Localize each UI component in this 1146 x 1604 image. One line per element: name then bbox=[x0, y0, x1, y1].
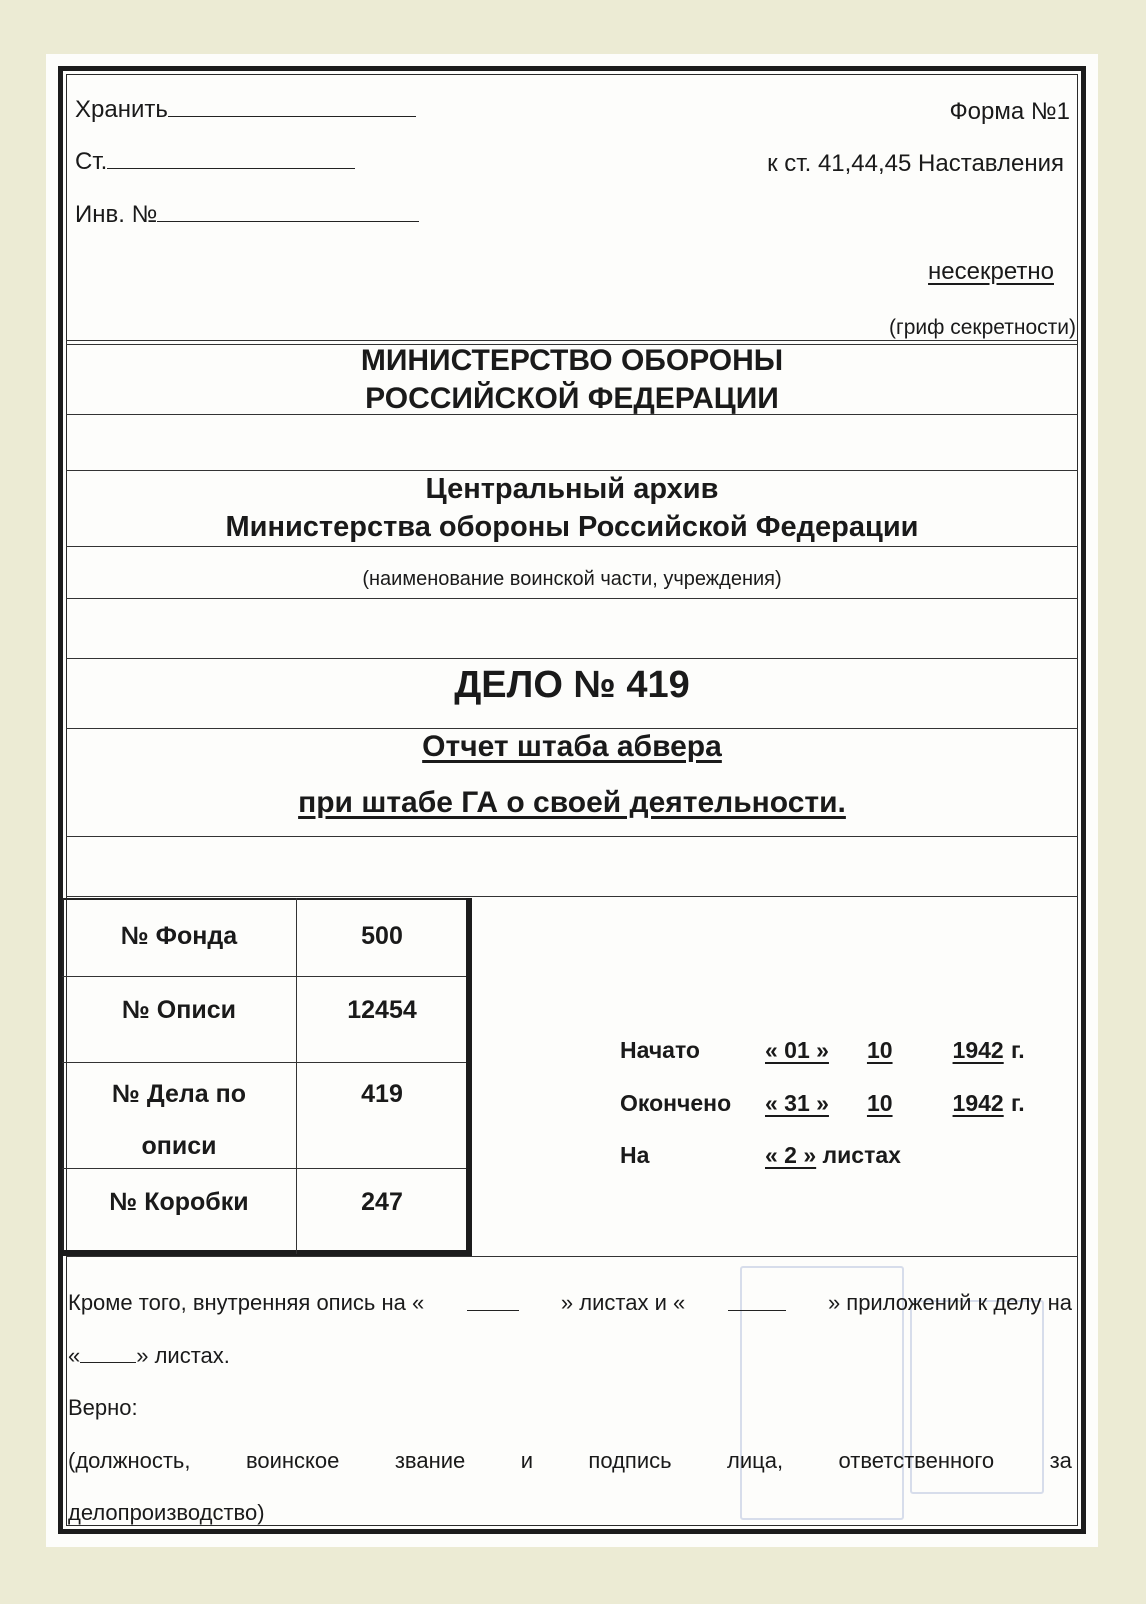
case-title-line-2: при штабе ГА о своей деятельности. bbox=[298, 786, 846, 819]
sheets-label: На bbox=[620, 1142, 650, 1168]
inventory-line bbox=[68, 1290, 1072, 1316]
fond-value: 500 bbox=[361, 922, 403, 950]
started-label: Начато bbox=[620, 1037, 700, 1063]
archive-line-1: Центральный архив bbox=[425, 473, 719, 505]
divider bbox=[66, 546, 1078, 547]
signature-line bbox=[68, 1448, 1072, 1474]
article-label: Ст. bbox=[75, 148, 108, 175]
divider bbox=[66, 728, 1078, 729]
divider bbox=[66, 1256, 1078, 1257]
inventory-line-text-3: » приложений к делу на bbox=[827, 1290, 1072, 1315]
signature-word: лица, bbox=[727, 1448, 784, 1473]
inventory-label: Инв. № bbox=[75, 201, 158, 228]
article-field bbox=[75, 148, 355, 176]
form-reference: к ст. 41,44,45 Наставления bbox=[767, 150, 1064, 177]
inventory-field bbox=[75, 201, 419, 229]
ended-day: « 31 » bbox=[765, 1090, 829, 1116]
box-value: 247 bbox=[361, 1188, 403, 1216]
inventory-blank-2 bbox=[728, 1290, 786, 1311]
inventory-blank-3 bbox=[80, 1342, 136, 1363]
ended-label: Окончено bbox=[620, 1090, 732, 1116]
signature-word: ответственного bbox=[838, 1448, 995, 1473]
ended-year: 1942 bbox=[952, 1090, 1004, 1116]
inventory-line2-text-2: » листах. bbox=[136, 1343, 230, 1368]
ministry-line-2: РОССИЙСКОЙ ФЕДЕРАЦИИ bbox=[365, 382, 779, 415]
ministry-line-1: МИНИСТЕРСТВО ОБОРОНЫ bbox=[360, 344, 784, 377]
inventory-blank bbox=[157, 201, 419, 222]
archive-caption: (наименование воинской части, учреждения) bbox=[362, 568, 782, 590]
signature-word: воинское bbox=[245, 1448, 340, 1473]
case-number: ДЕЛО № 419 bbox=[454, 664, 690, 706]
signature-word: за bbox=[1049, 1448, 1072, 1473]
divider bbox=[66, 658, 1078, 659]
inventory-list-value: 12454 bbox=[347, 996, 417, 1024]
started-date bbox=[765, 1037, 1004, 1064]
article-blank bbox=[107, 148, 355, 169]
sheets-suffix: листах bbox=[816, 1142, 901, 1168]
ended-year-suffix: г. bbox=[1011, 1090, 1025, 1116]
divider bbox=[66, 470, 1078, 471]
signature-line-2: делопроизводство) bbox=[68, 1500, 265, 1525]
signature-word: (должность, bbox=[68, 1448, 191, 1473]
store-blank bbox=[168, 96, 416, 117]
signature-word: звание bbox=[394, 1448, 466, 1473]
case-title-line-1: Отчет штаба абвера bbox=[422, 730, 722, 763]
divider bbox=[66, 836, 1078, 837]
signature-word: подпись bbox=[588, 1448, 672, 1473]
inventory-list-label: № Описи bbox=[121, 996, 236, 1024]
ended-month: 10 bbox=[866, 1090, 893, 1116]
case-by-list-label-2: описи bbox=[141, 1132, 217, 1160]
inventory-blank-1 bbox=[467, 1290, 519, 1311]
secrecy-value: несекретно bbox=[928, 258, 1054, 285]
case-by-list-label: № Дела по bbox=[112, 1080, 246, 1108]
box-label: № Коробки bbox=[109, 1188, 249, 1216]
archive-details-table bbox=[62, 898, 470, 1254]
ended-date bbox=[765, 1090, 1004, 1117]
sheets-value: « 2 » bbox=[765, 1142, 817, 1168]
fond-label: № Фонда bbox=[120, 922, 238, 950]
divider bbox=[66, 896, 1078, 897]
signature-word: и bbox=[520, 1448, 533, 1473]
started-year: 1942 bbox=[952, 1037, 1004, 1063]
form-label: Форма №1 bbox=[949, 98, 1070, 125]
started-day: « 01 » bbox=[765, 1037, 829, 1063]
inventory-line-text-1: Кроме того, внутренняя опись на « bbox=[68, 1290, 425, 1315]
started-month: 10 bbox=[866, 1037, 893, 1063]
archive-line-2: Министерства обороны Российской Федерации bbox=[225, 511, 919, 543]
inventory-line-2 bbox=[68, 1342, 230, 1369]
secrecy-caption: (гриф секретности) bbox=[889, 316, 1076, 339]
divider bbox=[66, 598, 1078, 599]
sheets-count bbox=[765, 1142, 901, 1169]
certified-label: Верно: bbox=[68, 1395, 138, 1420]
case-by-list-value: 419 bbox=[361, 1080, 403, 1108]
inventory-line2-text-1: « bbox=[68, 1343, 81, 1368]
store-field bbox=[75, 96, 416, 124]
divider bbox=[66, 340, 1078, 341]
store-label: Хранить bbox=[75, 96, 168, 123]
inventory-line-text-2: » листах и « bbox=[560, 1290, 686, 1315]
started-year-suffix: г. bbox=[1011, 1037, 1025, 1063]
